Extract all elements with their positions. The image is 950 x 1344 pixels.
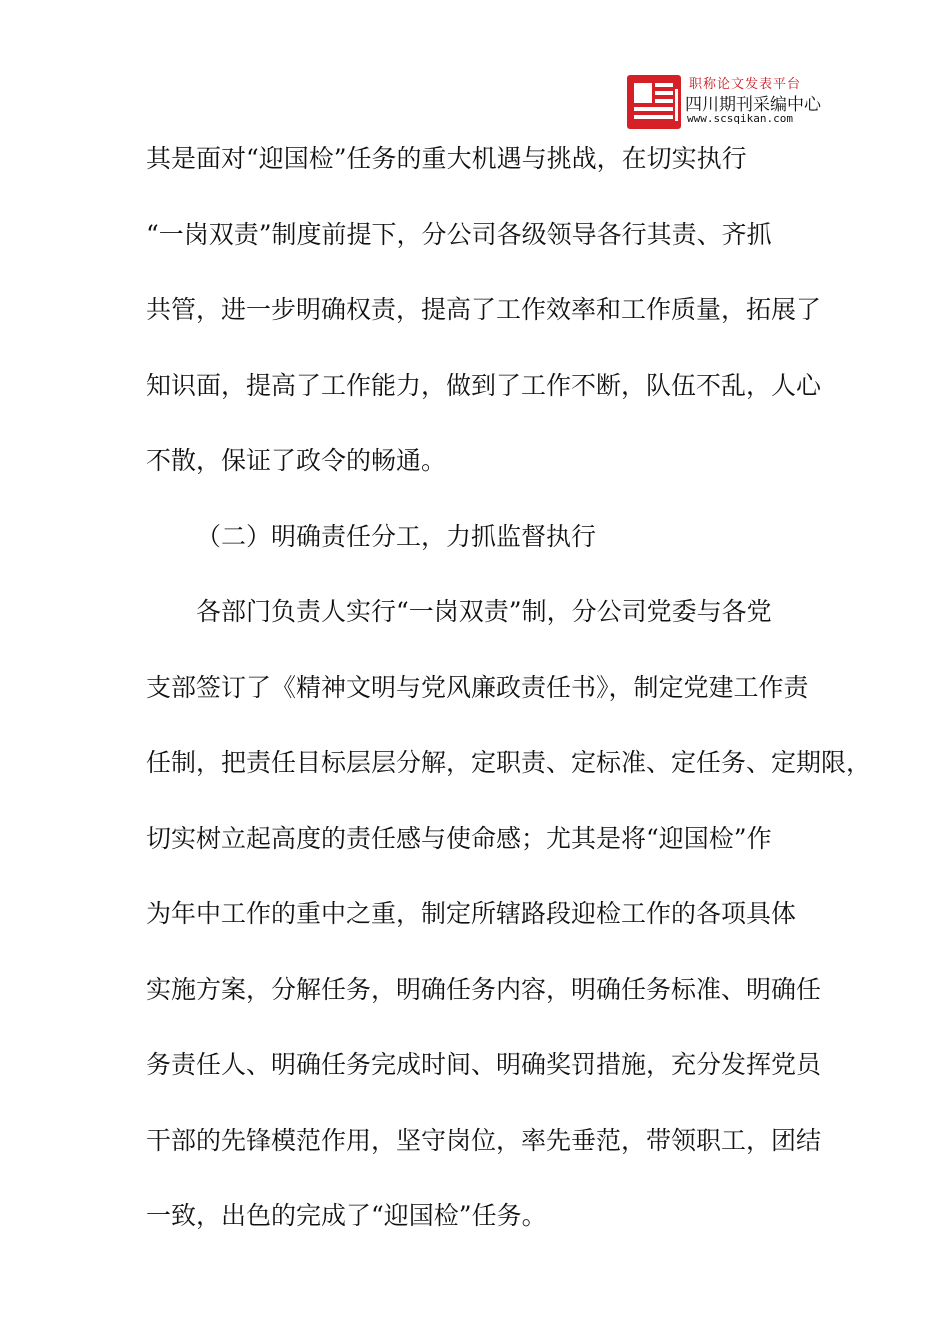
text-line: 一致，出色的完成了“迎国检”任务。	[146, 1201, 547, 1230]
logo-tagline: 职称论文发表平台	[689, 77, 802, 92]
text-line: 务责任人、明确任务完成时间、明确奖罚措施，充分发挥党员	[146, 1050, 822, 1079]
text-line: 干部的先锋模范作用，坚守岗位，率先垂范，带领职工，团结	[146, 1125, 822, 1155]
text-line: 支部签订了《精神文明与党风廉政责任书》，制定党建工作责	[146, 672, 809, 702]
journal-logo	[627, 73, 821, 129]
text-line: “一岗双责”制度前提下，分公司各级领导各行其责、齐抓	[146, 219, 772, 249]
logo-name: 四川期刊采编中心	[685, 95, 821, 115]
text-line: 其是面对“迎国检”任务的重大机遇与挑战，在切实执行	[146, 144, 747, 173]
text-line: 不散，保证了政令的畅通。	[146, 446, 447, 475]
document-body	[146, 134, 872, 1267]
text-line: 为年中工作的重中之重，制定所辖路段迎检工作的各项具体	[146, 899, 797, 928]
newspaper-icon	[627, 75, 681, 129]
text-line: 共管，进一步明确权责，提高了工作效率和工作质量，拓展了	[146, 295, 822, 324]
text-line: 实施方案，分解任务，明确任务内容，明确任务标准、明确任	[146, 974, 822, 1004]
section-heading: （二）明确责任分工，力抓监督执行	[196, 521, 597, 551]
text-line: 任制，把责任目标层层分解，定职责、定标准、定任务、定期限，	[146, 748, 872, 777]
text-line: 各部门负责人实行“一岗双责”制，分公司党委与各党	[196, 597, 772, 626]
text-line: 知识面，提高了工作能力，做到了工作不断，队伍不乱，人心	[146, 370, 822, 400]
logo-url: www.scsqikan.com	[687, 112, 793, 125]
text-line: 切实树立起高度的责任感与使命感；尤其是将“迎国检”作	[146, 823, 772, 853]
